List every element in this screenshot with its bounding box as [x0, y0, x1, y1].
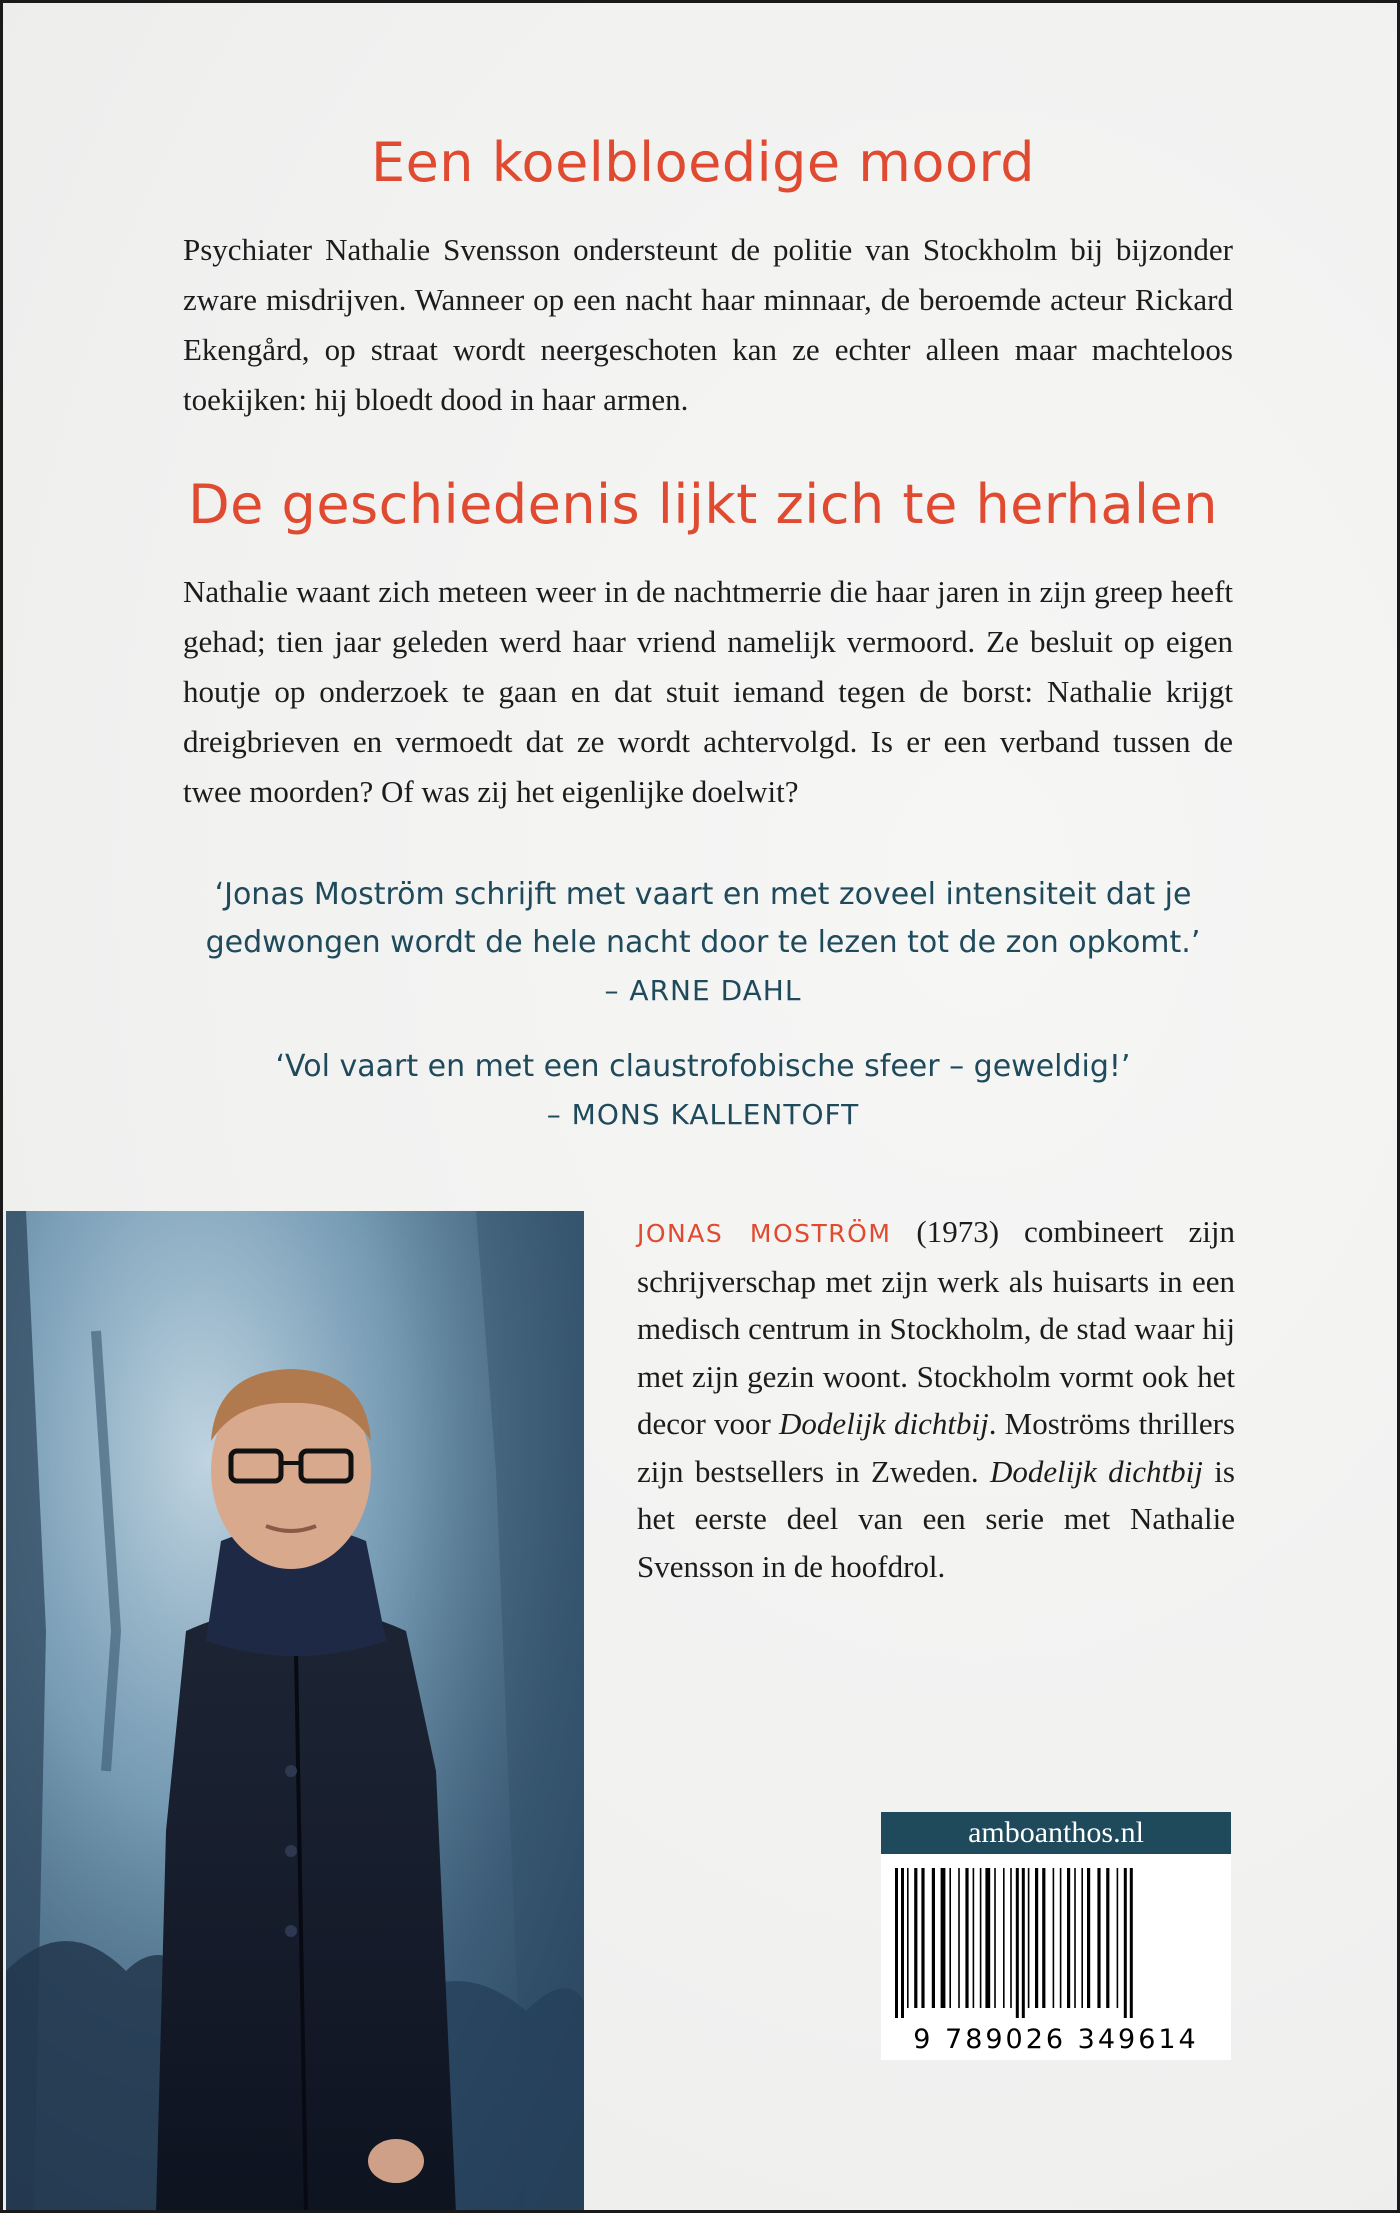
barcode-bar — [941, 1868, 946, 2008]
barcode-bar — [1060, 1868, 1062, 2008]
barcode-bar — [895, 1868, 898, 2018]
barcode-bar — [985, 1868, 990, 2008]
barcode-bar — [958, 1868, 960, 2008]
synopsis-paragraph-1: Psychiater Nathalie Svensson ondersteunt de politie van Stockholm bij bijzonder zware misdrijven. Wanneer op een nacht haar minnaar, de beroemde acteur Rickard Ekengård, op straat wordt neergeschoten kan ze echter alleen maar machteloos toekijken: hij bloedt dood in haar armen. — [183, 232, 1233, 417]
barcode-bar — [1016, 1868, 1019, 2018]
quote-attribution: – ARNE DAHL — [604, 974, 802, 1007]
barcode-bar — [1130, 1868, 1133, 2018]
bio-text: . Moströms thrillers zijn bestsellers in Zweden. — [637, 1406, 1235, 1489]
quote-line: gedwongen wordt de hele nacht door te lezen tot de zon opkomt.’ — [205, 925, 1201, 960]
barcode-bar — [1067, 1868, 1070, 2008]
heading-cold-blooded-murder: Een koelbloedige moord — [370, 131, 1036, 194]
barcode-bar — [1028, 1868, 1030, 2008]
bio-text: (1973) combineert zijn schrijverschap met zijn werk als huisarts in een medisch centrum in Stockholm, de stad waar hij met zijn gezin woont. Stockholm vormt ook het decor voor — [637, 1214, 1235, 1441]
barcode-bar — [1003, 1868, 1005, 2008]
barcode-bar — [949, 1868, 951, 2008]
barcode-bar — [1087, 1868, 1090, 2008]
author-biography — [637, 1208, 1235, 1590]
quote-attribution: – MONS KALLENTOFT — [546, 1098, 860, 1131]
barcode-bar — [1106, 1868, 1109, 2008]
review-quote-mons-kallentoft — [3, 1043, 1400, 1139]
bio-text: is het eerste deel van een serie met Nathalie Svensson in de hoofdrol. — [637, 1453, 1235, 1584]
heading-history-repeats: De geschiedenis lijkt zich te herhalen — [188, 473, 1218, 536]
book-title: Dodelijk dichtbij — [990, 1453, 1203, 1489]
barcode-panel — [881, 1812, 1231, 2060]
quote-line: ‘Jonas Moström schrijft met vaart en met zoveel intensiteit dat je — [214, 877, 1192, 912]
barcode-bar — [932, 1868, 935, 2008]
barcode-bar — [1053, 1868, 1055, 2008]
barcode-bar — [1042, 1868, 1045, 2008]
book-title: Dodelijk dichtbij — [779, 1406, 989, 1441]
barcode-bar — [1081, 1868, 1083, 2008]
barcode-bar — [1074, 1868, 1076, 2008]
barcode-bar — [1035, 1868, 1038, 2008]
publisher-website: amboanthos.nl — [881, 1812, 1231, 1854]
barcode-bar — [980, 1868, 982, 2008]
review-quote-arne-dahl — [3, 871, 1400, 1015]
barcode-bar — [914, 1868, 917, 2008]
barcode-bar — [1117, 1868, 1119, 2008]
barcode-bar — [921, 1868, 924, 2008]
barcode-bar — [907, 1868, 909, 2008]
author-photo — [6, 1211, 584, 2213]
barcode-bar — [965, 1868, 968, 2008]
isbn-number: 9 789026 349614 — [913, 2024, 1199, 2055]
isbn-barcode — [891, 1868, 1221, 2018]
barcode-bar — [1022, 1868, 1025, 2018]
barcode-bar — [994, 1868, 996, 2008]
author-name: JONAS MOSTRÖM — [637, 1219, 892, 1248]
barcode-bar — [1010, 1868, 1012, 2008]
author-photo-illustration — [6, 1211, 584, 2213]
quote-line: ‘Vol vaart en met een claustrofobische sfeer – geweldig!’ — [275, 1049, 1131, 1084]
barcode-bar — [1097, 1868, 1100, 2008]
barcode-bar — [973, 1868, 975, 2008]
synopsis-paragraph-2: Nathalie waant zich meteen weer in de nachtmerrie die haar jaren in zijn greep heeft gehad; tien jaar geleden werd haar vriend namelijk vermoord. Ze besluit op eigen houtje op onderzoek te gaan en dat stuit iemand tegen de borst: Nathalie krijgt dreigbrieven en vermoedt dat ze wordt achtervolgd. Is er een verband tussen de twee moorden? Of was zij het eigenlijke doelwit? — [183, 574, 1233, 809]
barcode-bar — [1124, 1868, 1127, 2018]
barcode-bar — [901, 1868, 904, 2018]
